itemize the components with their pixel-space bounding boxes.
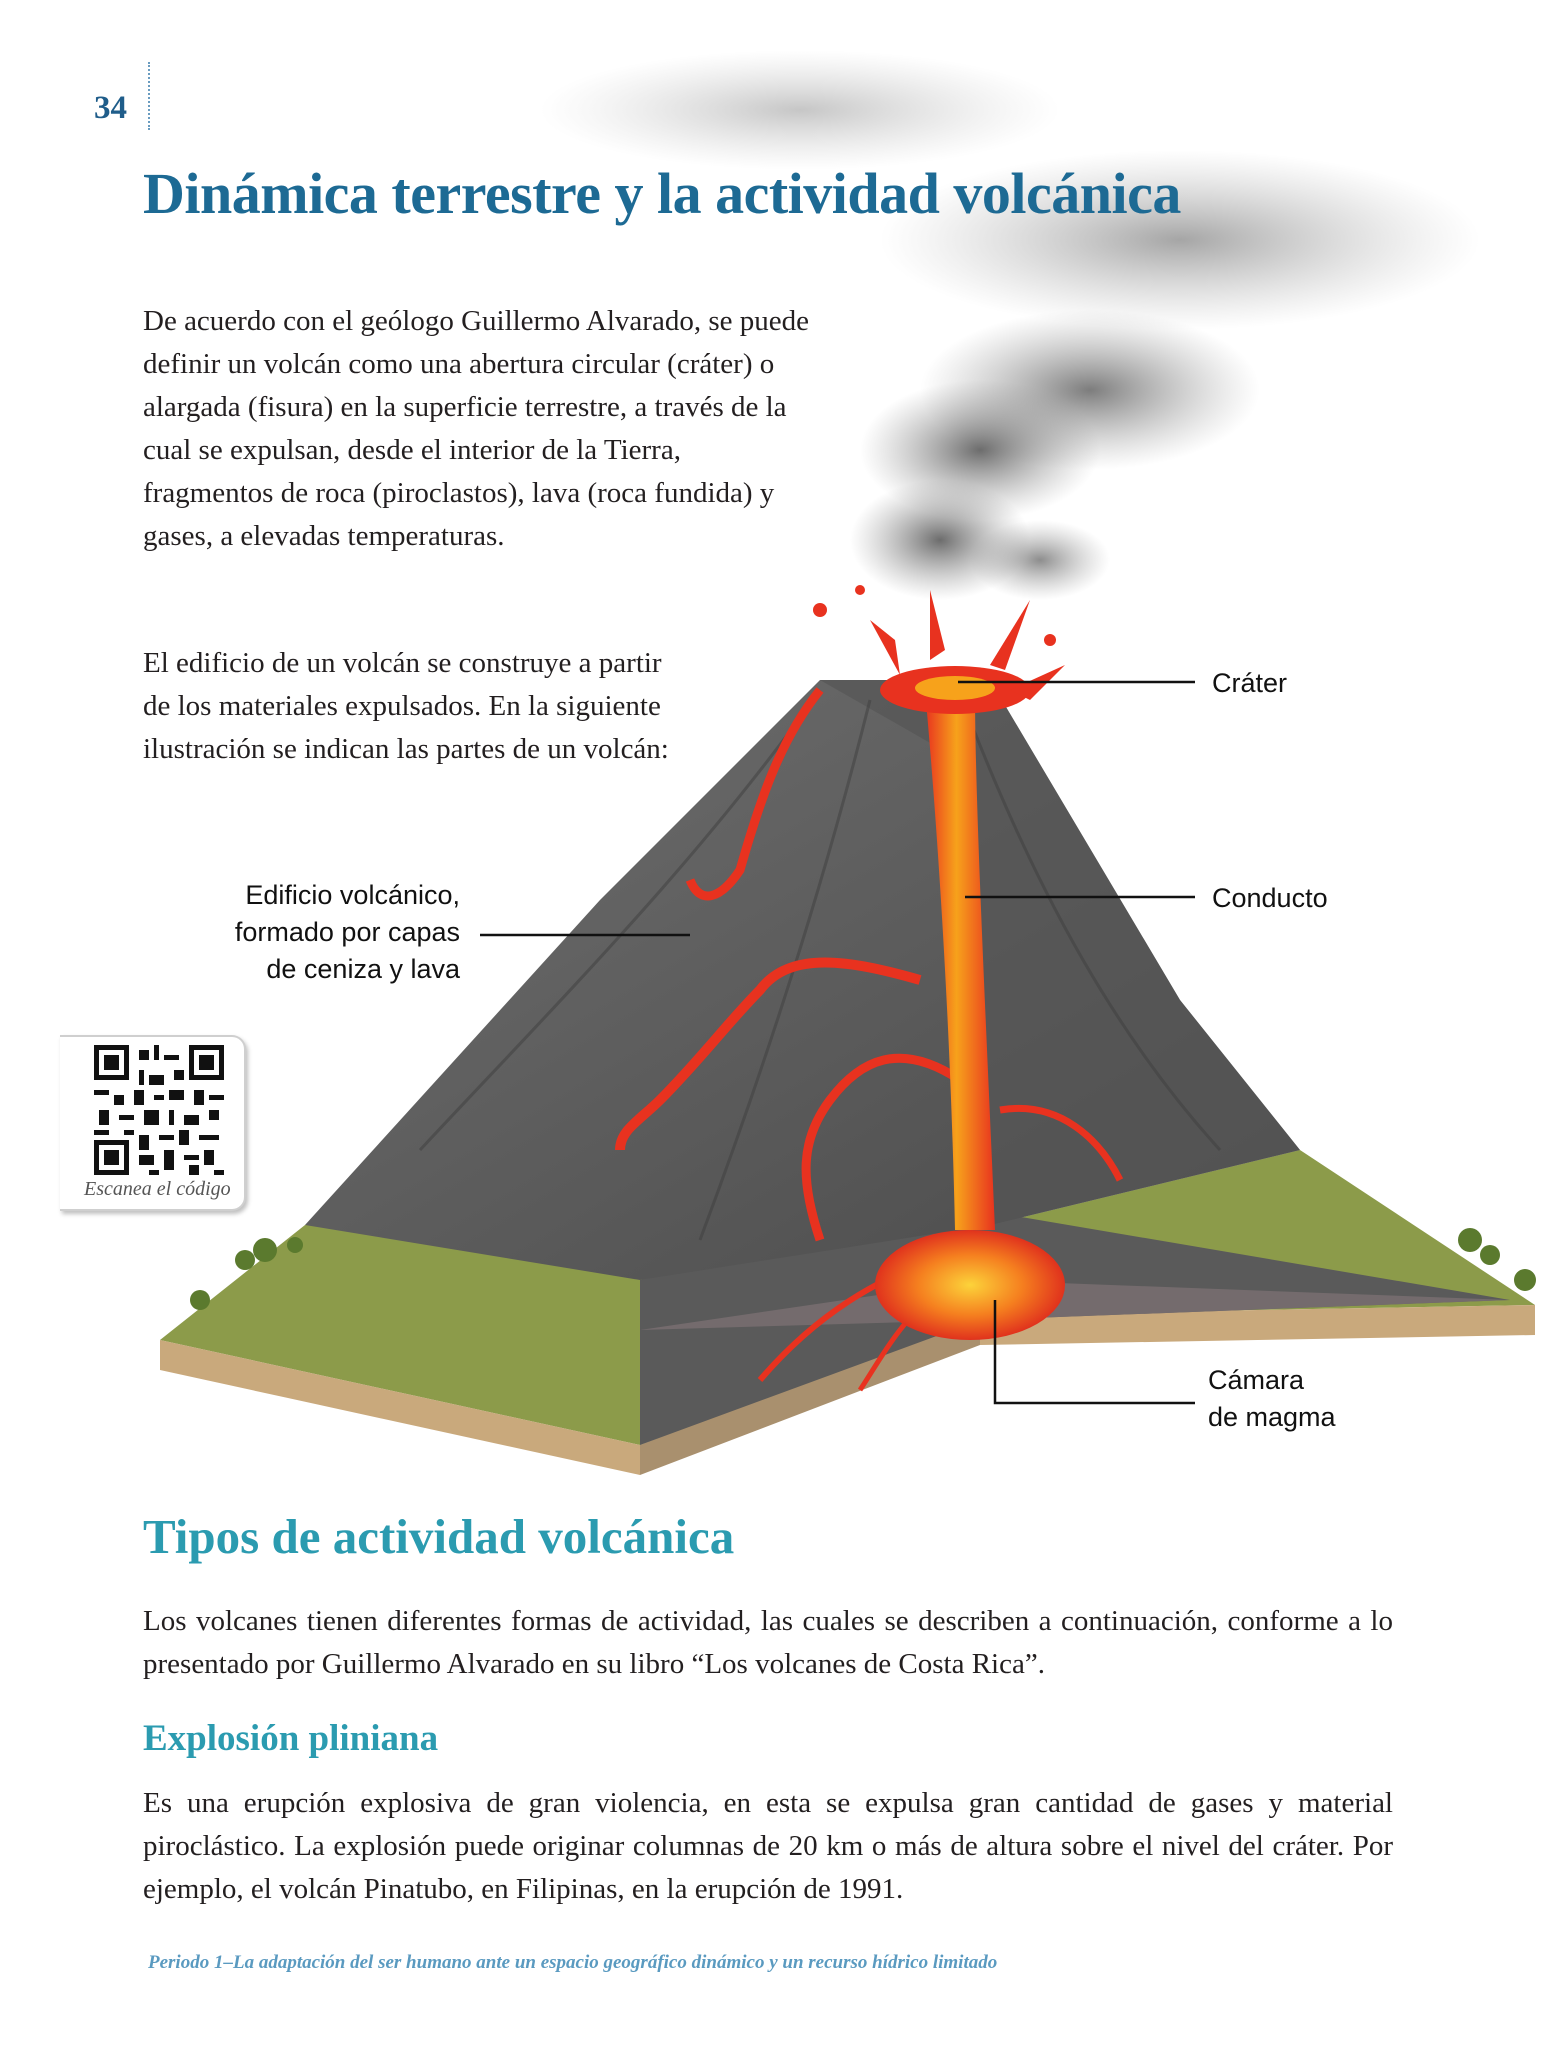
page-number: 34 <box>94 90 127 126</box>
magma-chamber <box>875 1230 1065 1340</box>
intro-paragraph-1: De acuerdo con el geólogo Guillermo Alvarado, se puede definir un volcán como una abertura circular (cráter) o alargada (fisura) en la superficie terrestre, a través de la cual se expulsan, desde el interior de la Tierra, fragmentos de roca (piroclastos), lava (roca fundida) y gases, a elevadas temperaturas. <box>143 305 809 552</box>
section-heading: Tipos de actividad volcánica <box>143 1509 735 1564</box>
label-crater: Cráter <box>1212 668 1288 698</box>
section-paragraph: Los volcanes tienen diferentes formas de actividad, las cuales se describen a continuación, conforme a lo presentado por Guillermo Alvarado en su libro “Los volcanes de Costa Rica”. <box>143 1605 1393 1680</box>
label-edificio-volcanico: Edificio volcánico, formado por capas de ceniza y lava <box>234 880 460 984</box>
page-title: Dinámica terrestre y la actividad volcánica <box>143 161 1181 226</box>
qr-caption: Escanea el código <box>84 1178 231 1200</box>
qr-code-icon[interactable] <box>94 1045 224 1175</box>
subsection-paragraph: Es una erupción explosiva de gran violencia, en esta se expulsa gran cantidad de gases y material piroclástico. La explosión puede originar columnas de 20 km o más de altura sobre el nivel del cráter. Por ejemplo, el volcán Pinatubo, en Filipinas, en la erupción de 1991. <box>143 1787 1393 1905</box>
label-camara-de-magma: Cámara de magma <box>1208 1365 1336 1432</box>
intro-paragraph-2: El edificio de un volcán se construye a partir de los materiales expulsados. En la siguiente ilustración se indican las partes de un volcán: <box>143 647 669 765</box>
page-footer: Periodo 1–La adaptación del ser humano ante un espacio geográfico dinámico y un recurso hídrico limitado <box>148 1952 998 1973</box>
label-conducto: Conducto <box>1212 883 1328 913</box>
subsection-heading: Explosión pliniana <box>143 1718 439 1759</box>
